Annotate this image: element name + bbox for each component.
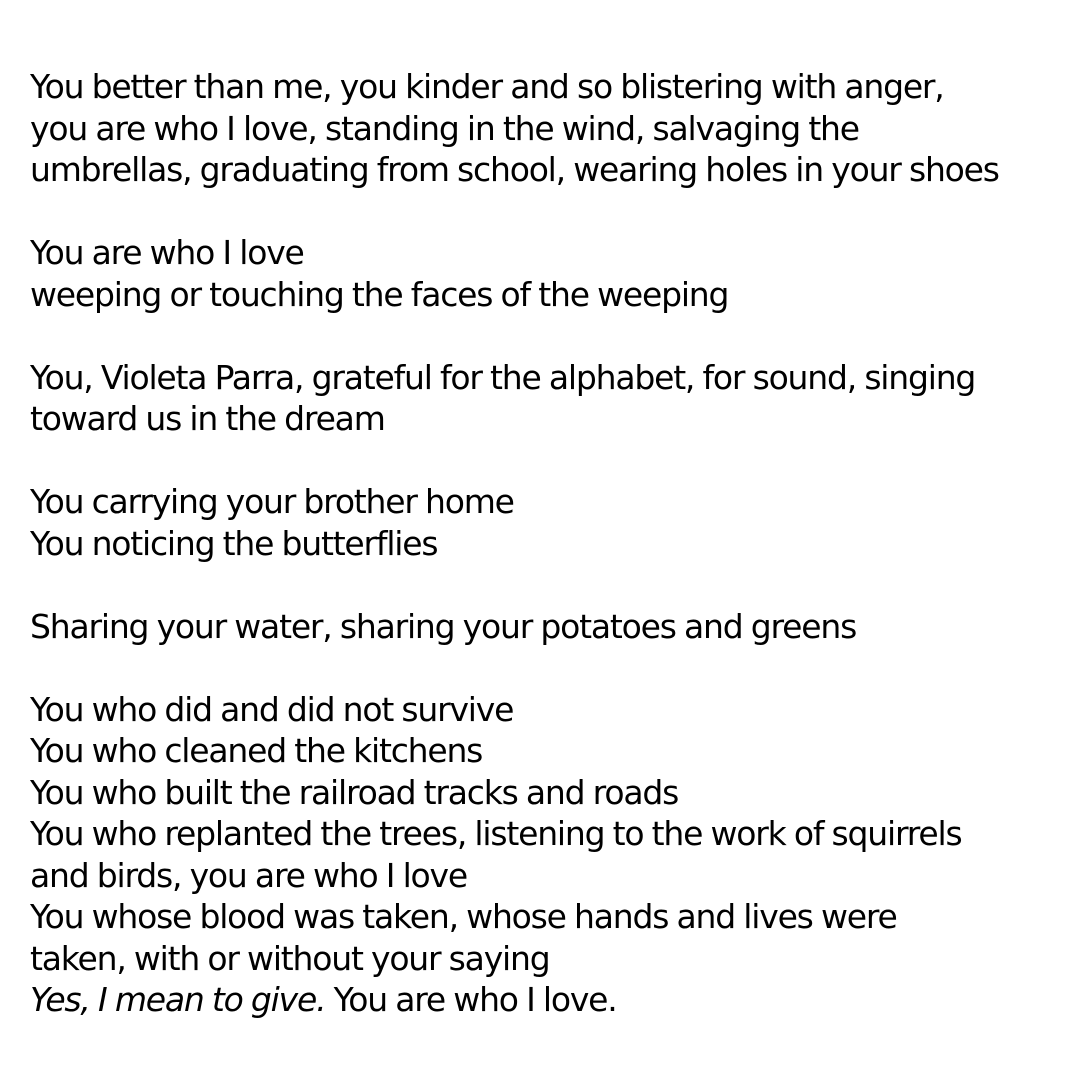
poem-line: You who replanted the trees, listening to the work of squirrels (30, 814, 962, 853)
poem-line: You noticing the butterflies (30, 523, 438, 563)
stanza-3 (30, 357, 1075, 440)
stanza-5 (30, 606, 1075, 648)
poem-line: taken, with or without your saying (30, 938, 550, 978)
poem-line: and birds, you are who I love (30, 855, 467, 895)
poem-line: You are who I love (30, 233, 304, 272)
poem-line: umbrellas, graduating from school, wearing holes in your shoes (30, 150, 999, 189)
poem-italic-phrase: Yes, I mean to give. (30, 980, 326, 1019)
poem-line: You better than me, you kinder and so blistering with anger, (30, 67, 944, 106)
poem-closing-phrase: You are who I love. (325, 980, 617, 1019)
stanza-4 (30, 481, 1075, 564)
poem-line: You who built the railroad tracks and roads (30, 772, 679, 812)
poem-line: Sharing your water, sharing your potatoes and greens (30, 606, 857, 646)
poem-text (30, 66, 1075, 1062)
stanza-6 (30, 689, 1075, 1021)
stanza-2 (30, 232, 1075, 315)
poem-line: You whose blood was taken, whose hands and lives were (30, 897, 897, 936)
poem-line: toward us in the dream (30, 399, 385, 438)
poem-line: You carrying your brother home (30, 482, 514, 521)
poem-line: weeping or touching the faces of the weeping (30, 274, 729, 314)
poem-line: You who did and did not survive (30, 689, 514, 729)
poem-final-line (30, 979, 1075, 1021)
poem-line: You, Violeta Parra, grateful for the alphabet, for sound, singing (30, 357, 976, 397)
stanza-1 (30, 66, 1075, 191)
poem-line: you are who I love, standing in the wind, salvaging the (30, 108, 859, 148)
poem-line: You who cleaned the kitchens (30, 731, 483, 770)
